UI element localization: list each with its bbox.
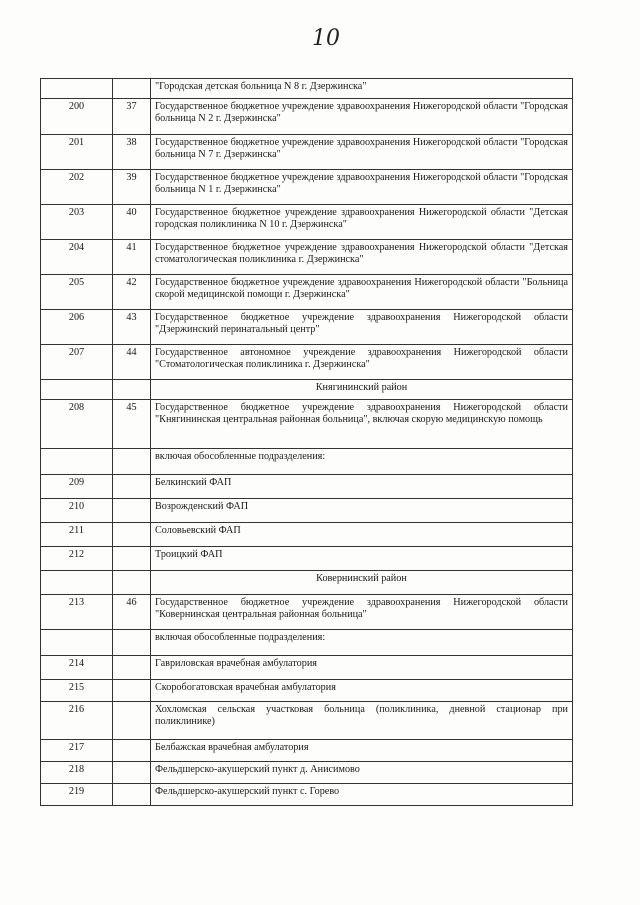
institution-name: Фельдшерско-акушерский пункт с. Горево [151, 784, 573, 806]
table-row [41, 310, 573, 345]
institution-name: Государственное бюджетное учреждение здравоохранения Нижегородской области "Ковернинская центральная районная больница" [151, 595, 573, 630]
sub-number: 37 [113, 99, 151, 135]
sub-number [113, 740, 151, 762]
institution-name: Государственное бюджетное учреждение здравоохранения Нижегородской области "Больница скорой медицинской помощи г. Дзержинска" [151, 275, 573, 310]
row-number: 210 [41, 499, 113, 523]
row-number: 213 [41, 595, 113, 630]
sub-number [113, 784, 151, 806]
row-number: 201 [41, 135, 113, 170]
row-number: 212 [41, 547, 113, 571]
sub-number: 46 [113, 595, 151, 630]
sub-number [113, 702, 151, 740]
sub-number [113, 79, 151, 99]
district-heading: Княгининский район [151, 380, 573, 400]
institution-name: Государственное бюджетное учреждение здравоохранения Нижегородской области "Городская больница N 1 г. Дзержинска" [151, 170, 573, 205]
district-heading-row [41, 380, 573, 400]
row-number: 204 [41, 240, 113, 275]
sub-number [113, 449, 151, 475]
empty-cell [41, 571, 113, 595]
row-number [41, 630, 113, 656]
institution-name: Троицкий ФАП [151, 547, 573, 571]
row-number [41, 79, 113, 99]
institutions-table [40, 78, 573, 806]
table-row [41, 595, 573, 630]
table-row [41, 762, 573, 784]
row-number: 211 [41, 523, 113, 547]
sub-number [113, 475, 151, 499]
table-row [41, 499, 573, 523]
sub-number: 41 [113, 240, 151, 275]
sub-number: 44 [113, 345, 151, 380]
table-row [41, 99, 573, 135]
table-row [41, 345, 573, 380]
sub-number [113, 762, 151, 784]
row-number: 203 [41, 205, 113, 240]
district-heading-row [41, 571, 573, 595]
sub-number: 42 [113, 275, 151, 310]
table-row [41, 79, 573, 99]
institution-name: Скоробогатовская врачебная амбулатория [151, 680, 573, 702]
table-row [41, 240, 573, 275]
row-number: 216 [41, 702, 113, 740]
institution-name: Государственное бюджетное учреждение здравоохранения Нижегородской области "Городская больница N 7 г. Дзержинска" [151, 135, 573, 170]
table-row [41, 205, 573, 240]
institution-name: Белбажская врачебная амбулатория [151, 740, 573, 762]
district-heading: Ковернинский район [151, 571, 573, 595]
table-row [41, 475, 573, 499]
institutions-table-body [41, 79, 573, 806]
sub-number [113, 680, 151, 702]
table-row [41, 630, 573, 656]
row-number: 217 [41, 740, 113, 762]
institution-name: включая обособленные подразделения: [151, 630, 573, 656]
page-number: 10 [312, 26, 340, 51]
table-row [41, 702, 573, 740]
institution-name: Государственное автономное учреждение здравоохранения Нижегородской области "Стоматологическая поликлиника г. Дзержинска" [151, 345, 573, 380]
institution-name: Возрожденский ФАП [151, 499, 573, 523]
sub-number: 39 [113, 170, 151, 205]
table-row [41, 170, 573, 205]
sub-number [113, 547, 151, 571]
table-row [41, 449, 573, 475]
sub-number [113, 656, 151, 680]
table-row [41, 135, 573, 170]
sub-number [113, 630, 151, 656]
table-row [41, 656, 573, 680]
row-number: 205 [41, 275, 113, 310]
empty-cell [113, 571, 151, 595]
row-number: 200 [41, 99, 113, 135]
table-row [41, 680, 573, 702]
institution-name: Государственное бюджетное учреждение здравоохранения Нижегородской области "Детская городская поликлиника N 10 г. Дзержинска" [151, 205, 573, 240]
institution-name: Государственное бюджетное учреждение здравоохранения Нижегородской области "Городская больница N 2 г. Дзержинска" [151, 99, 573, 135]
table-row [41, 523, 573, 547]
institution-name: Государственное бюджетное учреждение здравоохранения Нижегородской области "Детская стоматологическая поликлиника г. Дзержинска" [151, 240, 573, 275]
sub-number: 40 [113, 205, 151, 240]
row-number: 202 [41, 170, 113, 205]
table-row [41, 400, 573, 449]
empty-cell [41, 380, 113, 400]
row-number: 218 [41, 762, 113, 784]
row-number [41, 449, 113, 475]
row-number: 208 [41, 400, 113, 449]
table-row [41, 547, 573, 571]
institution-name: "Городская детская больница N 8 г. Дзержинска" [151, 79, 573, 99]
row-number: 219 [41, 784, 113, 806]
institution-name: Гавриловская врачебная амбулатория [151, 656, 573, 680]
sub-number [113, 499, 151, 523]
institution-name: Государственное бюджетное учреждение здравоохранения Нижегородской области "Княгининская центральная районная больница", включая скорую медицинскую помощь [151, 400, 573, 449]
sub-number: 43 [113, 310, 151, 345]
table-row [41, 275, 573, 310]
institution-name: Соловьевский ФАП [151, 523, 573, 547]
sub-number [113, 523, 151, 547]
row-number: 215 [41, 680, 113, 702]
empty-cell [113, 380, 151, 400]
institution-name: Хохломская сельская участковая больница (поликлиника, дневной стационар при поликлинике) [151, 702, 573, 740]
institution-name: Фельдшерско-акушерский пункт д. Анисимово [151, 762, 573, 784]
row-number: 209 [41, 475, 113, 499]
table-row [41, 784, 573, 806]
sub-number: 45 [113, 400, 151, 449]
institution-name: включая обособленные подразделения: [151, 449, 573, 475]
row-number: 206 [41, 310, 113, 345]
row-number: 214 [41, 656, 113, 680]
institution-name: Государственное бюджетное учреждение здравоохранения Нижегородской области "Дзержинский перинатальный центр" [151, 310, 573, 345]
sub-number: 38 [113, 135, 151, 170]
row-number: 207 [41, 345, 113, 380]
table-row [41, 740, 573, 762]
institution-name: Белкинский ФАП [151, 475, 573, 499]
